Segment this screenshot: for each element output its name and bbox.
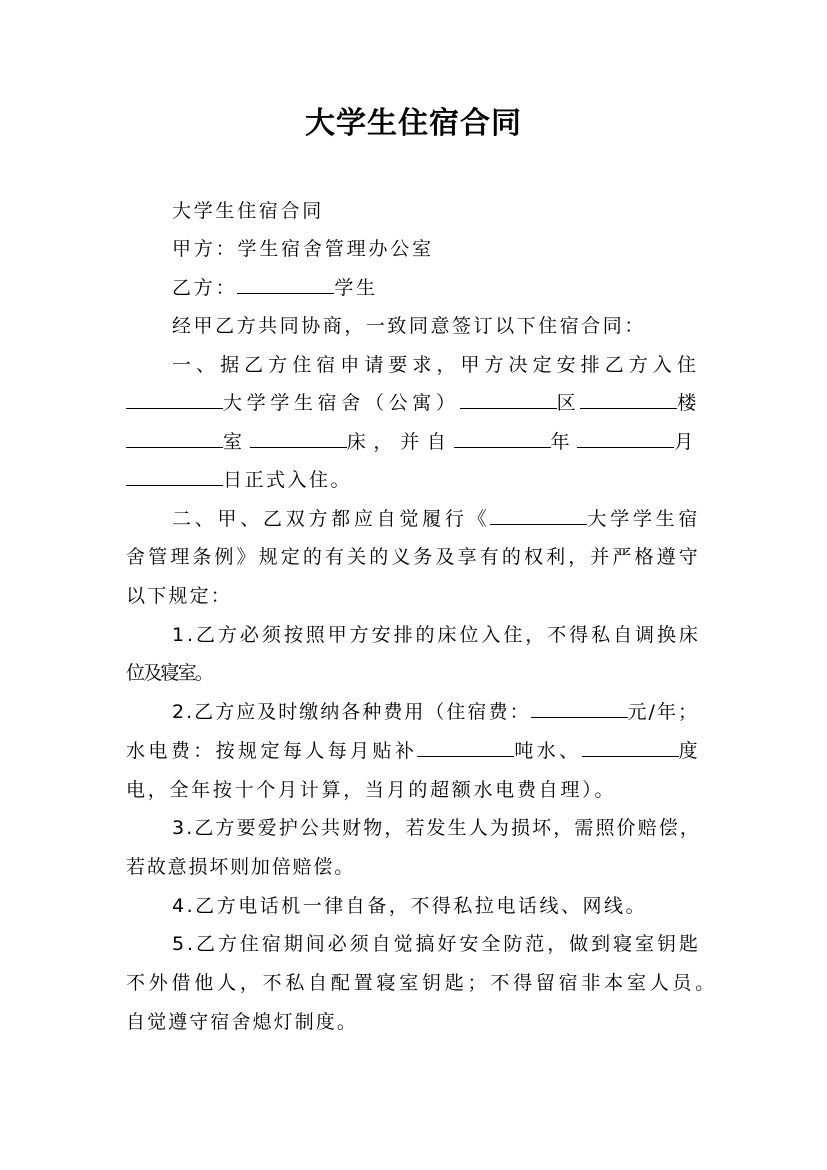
document-line: [172, 888, 647, 924]
text-segment: 4.乙方电话机一律自备，不得私拉电话线、网线。: [172, 895, 648, 917]
text-segment: 大学生住宿合同: [172, 200, 324, 222]
fill-in-blank[interactable]: [250, 425, 347, 448]
text-segment: 床，并自: [346, 431, 454, 453]
document-line: [126, 965, 718, 1001]
text-segment: 位及寝室。: [126, 662, 213, 684]
text-segment: 学生: [334, 277, 378, 299]
line-content: [172, 888, 647, 924]
text-segment: 日正式入住。: [223, 469, 353, 491]
text-segment: 楼: [677, 392, 701, 414]
text-segment: 经甲乙方共同协商，一致同意签订以下住宿合同：: [172, 315, 646, 337]
text-segment: 度: [678, 740, 701, 762]
line-content: [172, 347, 701, 383]
fill-in-blank[interactable]: [490, 502, 587, 525]
fill-in-blank[interactable]: [582, 734, 679, 757]
fill-in-blank[interactable]: [126, 463, 223, 486]
document-line: [126, 733, 701, 769]
text-segment: 大学学生宿: [587, 508, 702, 530]
document-line: [126, 424, 701, 460]
document-line: [172, 270, 378, 306]
document-line: [172, 617, 701, 653]
text-segment: 元/年；: [627, 701, 699, 723]
line-content: [126, 772, 616, 808]
text-segment: 甲方：学生宿舍管理办公室: [172, 238, 434, 260]
text-segment: 自觉遵守宿舍熄灯制度。: [126, 1011, 358, 1033]
document-line: [172, 308, 646, 344]
text-segment: 大学学生宿舍（公寓）: [223, 392, 460, 414]
text-segment: 舍管理条例》规定的有关的义务及享有的权利，并严格遵守: [126, 546, 701, 568]
text-segment: 一、据乙方住宿申请要求，甲方决定安排乙方入住: [172, 354, 701, 376]
document-line: [126, 385, 701, 421]
line-content: [126, 1004, 358, 1040]
document-line: [126, 539, 701, 575]
fill-in-blank[interactable]: [237, 271, 334, 294]
line-content: [172, 810, 701, 846]
line-content: [172, 694, 699, 730]
document-line: [126, 772, 616, 808]
document-line: [172, 347, 701, 383]
text-segment: 室: [223, 431, 250, 453]
line-content: [126, 385, 701, 421]
text-segment: 年: [550, 431, 578, 453]
document-line: [172, 810, 701, 846]
line-content: [172, 270, 378, 306]
fill-in-blank[interactable]: [531, 695, 628, 718]
line-content: [126, 733, 701, 769]
document-line: [172, 231, 434, 267]
line-content: [126, 539, 701, 575]
text-segment: 电，全年按十个月计算，当月的超额水电费自理）。: [126, 779, 617, 801]
line-content: [126, 462, 352, 498]
line-content: [126, 655, 212, 691]
fill-in-blank[interactable]: [126, 386, 223, 409]
document-line: [172, 501, 701, 537]
document-line: [126, 1004, 358, 1040]
text-segment: 若故意损坏则加倍赔偿。: [126, 856, 356, 878]
text-segment: 不外借他人，不私自配置寝室钥匙；不得留宿非本室人员。: [126, 972, 719, 994]
text-segment: 1.乙方必须按照甲方安排的床位入住，不得私自调换床: [172, 624, 701, 646]
fill-in-blank[interactable]: [454, 425, 551, 448]
fill-in-blank[interactable]: [460, 386, 557, 409]
document-line: [172, 694, 699, 730]
text-segment: 乙方：: [172, 277, 238, 299]
line-content: [126, 578, 232, 614]
text-segment: 区: [556, 392, 581, 414]
line-content: [172, 501, 701, 537]
line-content: [172, 231, 434, 267]
line-content: [126, 424, 701, 460]
text-segment: 吨水、: [514, 740, 582, 762]
line-content: [172, 617, 701, 653]
document-line: [126, 578, 232, 614]
fill-in-blank[interactable]: [580, 386, 677, 409]
document-line: [172, 926, 701, 962]
line-content: [172, 926, 701, 962]
line-content: [172, 308, 646, 344]
fill-in-blank[interactable]: [126, 425, 223, 448]
text-segment: 以下规定：: [126, 585, 233, 607]
fill-in-blank[interactable]: [417, 734, 514, 757]
text-segment: 二、甲、乙双方都应自觉履行《: [172, 508, 491, 530]
text-segment: 5.乙方住宿期间必须自觉搞好安全防范，做到寝室钥匙: [172, 933, 701, 955]
document-line: [126, 462, 352, 498]
document-line: [172, 193, 324, 229]
text-segment: 2.乙方应及时缴纳各种费用（住宿费：: [172, 701, 531, 723]
text-segment: 月: [674, 431, 701, 453]
line-content: [126, 965, 718, 1001]
text-segment: 水电费：按规定每人每月贴补: [126, 740, 418, 762]
line-content: [172, 193, 324, 229]
line-content: [126, 849, 355, 885]
document-title: 大学生住宿合同: [305, 106, 522, 141]
document-line: [126, 849, 355, 885]
fill-in-blank[interactable]: [577, 425, 674, 448]
document-line: [126, 655, 212, 691]
text-segment: 3.乙方要爱护公共财物，若发生人为损坏，需照价赔偿，: [172, 817, 701, 839]
